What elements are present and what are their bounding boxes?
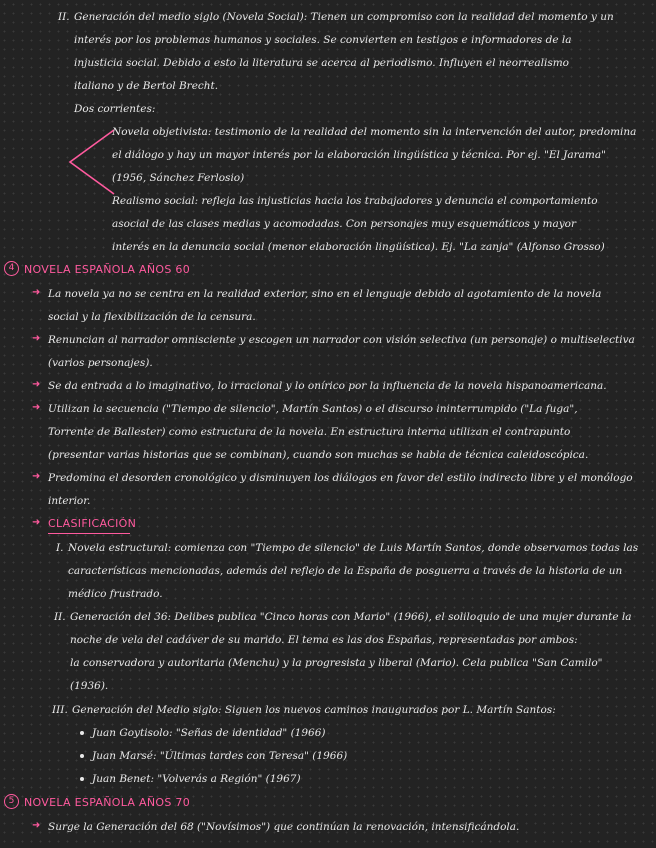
clasif-2-label: II.: [54, 611, 66, 623]
bullet-5-line-2: interior.: [48, 495, 91, 507]
arrow-icon: ➜: [32, 517, 41, 528]
corriente-2-line-2: asocial de las clases medias y acomodadas. Con personajes muy esquemáticos y mayor: [112, 218, 576, 230]
clasificacion-title: CLASIFICACIÓN: [48, 517, 137, 530]
corriente-1-line-1: Novela objetivista: testimonio de la realidad del momento sin la intervención del autor, predomina: [112, 126, 637, 138]
clasif-2-line-3: la conservadora y autoritaria (Menchu) y la progresista y liberal (Mario). Cela publica "San Camilo": [70, 657, 603, 669]
clasif-2-line-2: noche de vela del cadáver de su marido. El tema es las dos Españas, representadas por ambos:: [70, 634, 578, 646]
clasificacion-underline: [48, 533, 130, 534]
clasif-1-line-2: características mencionadas, además del reflejo de la España de posguerra a través de la historia de un: [68, 565, 623, 577]
gen-medio-line-2: interés por los problemas humanos y sociales. Se convierten en testigos e informadores de la: [74, 34, 572, 46]
section-5-bullet-1: Surge la Generación del 68 ("Novísimos") que continúan la renovación, intensificándola.: [48, 821, 520, 833]
gen-medio-line-3: injusticia social. Debido a esto la literatura se acerca al periodismo. Influyen el neorrealismo: [74, 57, 569, 69]
arrow-icon: ➜: [32, 379, 41, 390]
bullet-2-line-1: Renuncian al narrador omnisciente y escogen un narrador con visión selectiva (un personaje) o multiselectiva: [48, 334, 635, 346]
corriente-2-line-1: Realismo social: refleja las injusticias hacia los trabajadores y denuncia el comportamiento: [112, 195, 598, 207]
bullet-5-line-1: Predomina el desorden cronológico y disminuyen los diálogos en favor del estilo indirecto libre y el monólogo: [48, 472, 633, 484]
bullet-dot-icon: [80, 754, 84, 758]
corriente-1-line-2: el diálogo y hay un mayor interés por la elaboración lingüística y técnica. Por ej. "El Jarama": [112, 149, 606, 161]
arrow-icon: ➜: [32, 820, 41, 831]
section-5-title: NOVELA ESPAÑOLA AÑOS 70: [24, 796, 191, 809]
autor-1: Juan Goytisolo: "Señas de identidad" (1966): [92, 727, 326, 739]
bullet-2-line-2: (varios personajes).: [48, 357, 153, 369]
bullet-4-line-3: (presentar varias historias que se combinan), cuando son muchas se habla de técnica caleidoscópica.: [48, 449, 589, 461]
bullet-1-line-1: La novela ya no se centra en la realidad exterior, sino en el lenguaje debido al agotamiento de la novela: [48, 288, 602, 300]
gen-medio-line-4: italiano y de Bertol Brecht.: [74, 80, 219, 92]
corriente-1-line-3: (1956, Sánchez Ferlosio): [112, 172, 245, 184]
arrow-icon: ➜: [32, 333, 41, 344]
clasif-1-line-3: médico frustrado.: [68, 588, 163, 600]
autor-3: Juan Benet: "Volverás a Región" (1967): [92, 773, 301, 785]
gen-medio-line-1: Generación del medio siglo (Novela Social): Tienen un compromiso con la realidad del momento y un: [74, 11, 614, 23]
bullet-dot-icon: [80, 777, 84, 781]
bullet-dot-icon: [80, 731, 84, 735]
arrow-icon: ➜: [32, 287, 41, 298]
clasif-3-line-1: Generación del Medio siglo: Siguen los nuevos caminos inaugurados por L. Martín Santos:: [72, 704, 556, 716]
bullet-4-line-2: Torrente de Ballester) como estructura de la novela. En estructura interna utilizan el contrapunto: [48, 426, 571, 438]
autor-2: Juan Marsé: "Últimas tardes con Teresa" (1966): [92, 750, 348, 762]
bullet-4-line-1: Utilizan la secuencia ("Tiempo de silencio", Martín Santos) o el discurso ininterrumpido ("La fuga",: [48, 403, 578, 415]
corriente-2-line-3: interés en la denuncia social (menor elaboración lingüística). Ej. "La zanja" (Alfonso Grosso): [112, 241, 605, 253]
clasif-2-line-4: (1936).: [70, 680, 109, 692]
section-4-title: NOVELA ESPAÑOLA AÑOS 60: [24, 263, 191, 276]
clasif-3-label: III.: [52, 704, 68, 716]
bullet-3-line-1: Se da entrada a lo imaginativo, lo irracional y lo onírico por la influencia de la novela hispanoamericana.: [48, 380, 607, 392]
arrow-icon: ➜: [32, 471, 41, 482]
clasif-1-label: I.: [56, 542, 64, 554]
arrow-icon: ➜: [32, 402, 41, 413]
clasif-2-line-1: Generación del 36: Delibes publica "Cinco horas con Mario" (1966), el soliloquio de una mujer durante la: [70, 611, 632, 623]
bracket-icon: [66, 128, 116, 198]
roman-numeral-ii: II.: [58, 11, 70, 23]
bullet-1-line-2: social y la flexibilización de la censura.: [48, 311, 256, 323]
section-5-number-badge: 5: [4, 794, 19, 809]
corrientes-title: Dos corrientes:: [74, 103, 156, 115]
section-4-number-badge: 4: [4, 261, 19, 276]
clasif-1-line-1: Novela estructural: comienza con "Tiempo de silencio" de Luis Martín Santos, donde observamos todas las: [68, 542, 639, 554]
